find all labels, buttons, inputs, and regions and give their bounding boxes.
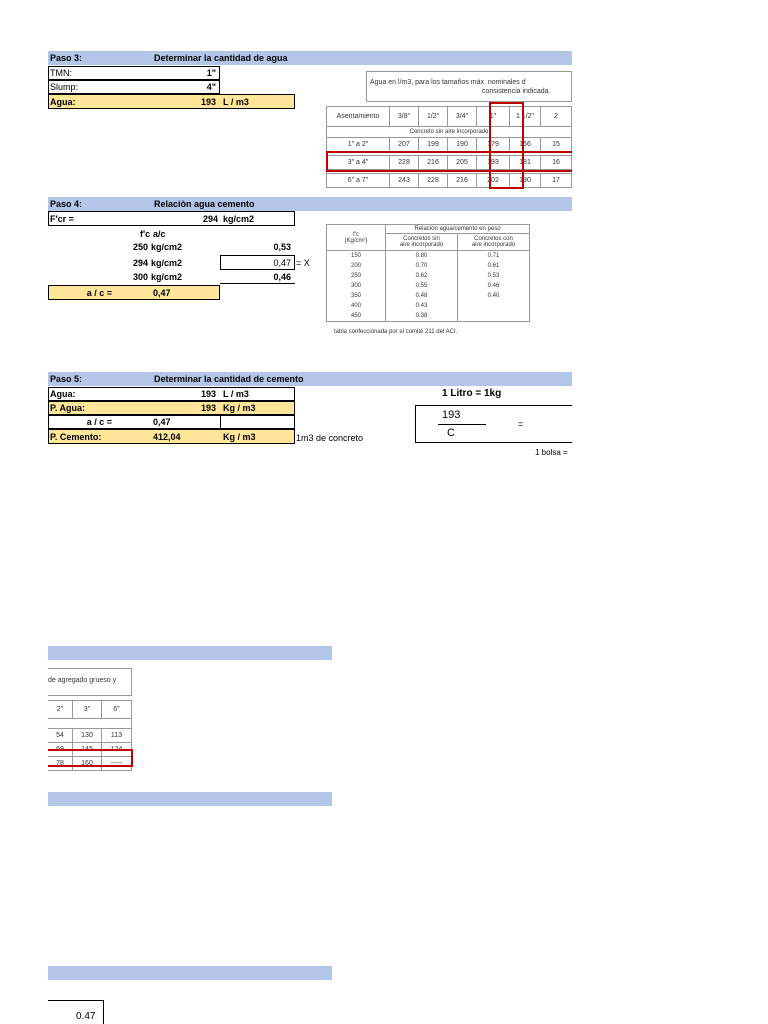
- paso3-slump-value: 4": [206, 82, 216, 92]
- paso4-row-ac: 0,47: [273, 258, 291, 268]
- highlight-row-lower: [48, 749, 133, 767]
- paso4-underline: [220, 283, 295, 284]
- table-cell: 205: [448, 156, 477, 170]
- table-header: 3/4": [448, 107, 477, 127]
- table-cell: 150: [350, 253, 361, 259]
- table-cell: 15: [541, 138, 572, 152]
- table-header-line: aire incorporado: [399, 242, 444, 248]
- paso5-frac-den: C: [447, 427, 455, 439]
- paso5-pagua-label: P. Agua:: [50, 403, 86, 413]
- paso4-fcr-value: 294: [202, 214, 218, 224]
- table-cell: 0.48: [415, 293, 428, 299]
- table-cell: 3" a 4": [327, 156, 390, 170]
- paso4-subtitle: Relaciòn agua cemento: [154, 199, 255, 209]
- table-header: [458, 234, 530, 251]
- paso5-agua-row[interactable]: [48, 387, 295, 401]
- paso4-row-ac: 0,53: [273, 242, 291, 252]
- paso5-frac-num: 193: [442, 409, 461, 421]
- paso3-slump-label: Slump:: [50, 82, 79, 92]
- table-cell: 0.55: [415, 283, 428, 289]
- table-cell: 69: [48, 743, 73, 757]
- table-cell: 0.61: [487, 263, 500, 269]
- table-cell: -----: [102, 757, 132, 771]
- table-cell: 166: [510, 138, 541, 152]
- paso3-header: [48, 51, 572, 65]
- lower-header-3: [48, 966, 332, 980]
- paso3-table-caption2: consistencia indicada.: [482, 88, 551, 95]
- paso4-col-fc: f'c: [140, 229, 151, 239]
- table-cell: 54: [48, 729, 73, 743]
- table-header: 1/2": [419, 107, 448, 127]
- paso3-subtitle: Determinar la cantidad de agua: [154, 53, 288, 63]
- paso3-agua-value: 193: [200, 97, 216, 107]
- table-cell: 228: [390, 156, 419, 170]
- table-header: 6": [102, 701, 132, 719]
- table-header-line: (Kg/cm²): [344, 237, 368, 244]
- table-cell: 130: [73, 729, 102, 743]
- table-cell: 207: [390, 138, 419, 152]
- paso5-pagua-row[interactable]: [48, 401, 295, 415]
- paso5-eq: =: [518, 419, 524, 429]
- paso4-fcr-unit: kg/cm2: [223, 214, 255, 224]
- table-cell: 181: [510, 156, 541, 170]
- table-header-line: aire incorporado: [471, 242, 516, 248]
- table-header: 3/8": [390, 107, 419, 127]
- table-cell: 0.38: [415, 313, 428, 319]
- paso4-row-fc: 250: [132, 242, 148, 252]
- paso4-x-label: = X: [296, 258, 310, 268]
- paso3-agua-row[interactable]: [48, 94, 295, 109]
- table-header: 1 1/2": [510, 107, 541, 127]
- table-cell: 193: [477, 156, 510, 170]
- paso5-agua-value: 193: [200, 389, 216, 399]
- paso5-agua-label: Agua:: [50, 389, 76, 399]
- table-cell: 250: [350, 273, 361, 279]
- table-header: 3": [73, 701, 102, 719]
- paso3-tmn-value: 1": [206, 68, 216, 78]
- paso4-fcr-row[interactable]: [48, 211, 295, 226]
- table-cell: 6" a 7": [327, 174, 390, 188]
- table-spacer: [48, 719, 132, 729]
- table-cell: 199: [419, 138, 448, 152]
- paso5-ac-label: a / c =: [86, 417, 112, 427]
- paso4-table-footnote: tabla confeccionada por el comité 211 del ACI.: [334, 329, 458, 335]
- table-cell: 216: [419, 156, 448, 170]
- table-cell: 113: [102, 729, 132, 743]
- table-cell: 200: [350, 263, 361, 269]
- table-cell: 160: [73, 757, 102, 771]
- table-cell: 16: [541, 156, 572, 170]
- paso5-pcem-unit: Kg / m3: [223, 432, 256, 442]
- paso5-litro-label: 1 Litro = 1kg: [442, 388, 502, 399]
- table-cell: 179: [477, 138, 510, 152]
- paso5-pagua-value: 193: [200, 403, 216, 413]
- table-header-line: f'c: [353, 231, 359, 238]
- paso3-reference-table: [326, 106, 572, 188]
- paso4-col-ac: a/c: [153, 229, 166, 239]
- paso4-fcr-label: F'cr =: [50, 214, 74, 224]
- table-header: [386, 234, 458, 251]
- table-column: [327, 251, 386, 322]
- highlight-column-1in: [489, 102, 524, 189]
- paso4-row-unit: kg/cm2: [151, 258, 183, 268]
- paso5-title: Paso 5:: [50, 374, 83, 384]
- table-cell: 450: [350, 313, 361, 319]
- table-cell: 228: [419, 174, 448, 188]
- table-cell: 350: [350, 293, 361, 299]
- lower-table-caption: de agregado grueso y: [48, 677, 117, 684]
- paso4-row-fc: 294: [132, 258, 148, 268]
- paso4-title: Paso 4:: [50, 199, 83, 209]
- table-cell: 202: [477, 174, 510, 188]
- table-header-line: Concretos sin: [403, 236, 440, 242]
- paso4-row-fc: 300: [132, 272, 148, 282]
- table-header: [327, 225, 386, 251]
- table-cell: 0.40: [487, 293, 500, 299]
- table-column: [458, 251, 530, 322]
- paso5-bolsa: 1 bolsa =: [535, 448, 568, 457]
- paso5-note: 1m3 de concreto: [296, 433, 364, 443]
- table-cell: 190: [510, 174, 541, 188]
- paso5-ac-divider: [220, 415, 221, 429]
- table-cell: 78: [48, 757, 73, 771]
- table-cell: 17: [541, 174, 572, 188]
- table-header: Asentamiento: [327, 107, 390, 127]
- paso4-header: [48, 197, 572, 211]
- paso4-row-ac: 0,46: [273, 272, 291, 282]
- lower-header-2: [48, 792, 332, 806]
- paso4-ac-value: 0,47: [153, 288, 171, 298]
- table-header: 2": [48, 701, 73, 719]
- paso5-pagua-unit: Kg / m3: [223, 403, 256, 413]
- paso4-reference-table: [326, 224, 530, 322]
- table-cell: 216: [448, 174, 477, 188]
- lower-header-1: [48, 646, 332, 660]
- table-header: 2: [541, 107, 572, 127]
- table-cell: 0.53: [487, 273, 500, 279]
- paso5-pcem-label: P. Cemento:: [50, 432, 102, 442]
- table-cell: 190: [448, 138, 477, 152]
- table-cell: 0.62: [415, 273, 428, 279]
- highlight-row-3-4in: [326, 151, 572, 172]
- lower-bottom-value: 0.47: [76, 1011, 96, 1022]
- table-header: Relación agua/cemento en peso: [386, 225, 530, 234]
- table-cell: 0.46: [487, 283, 500, 289]
- table-cell: 0.70: [415, 263, 428, 269]
- table-column: [386, 251, 458, 322]
- table-subheader: Concreto sin aire incorporado: [327, 127, 572, 138]
- paso5-pcem-value: 412,04: [153, 432, 181, 442]
- paso5-fraction-bar: [438, 424, 486, 425]
- paso4-row-unit: kg/cm2: [151, 242, 183, 252]
- table-cell: 0.80: [415, 253, 428, 259]
- paso5-subtitle: Determinar la cantidad de cemento: [154, 374, 304, 384]
- paso3-tmn-label: TMN:: [50, 68, 72, 78]
- table-cell: 300: [350, 283, 361, 289]
- paso5-ac-value: 0,47: [153, 417, 171, 427]
- table-header-line: Concretos con: [474, 236, 513, 242]
- table-cell: 124: [102, 743, 132, 757]
- paso5-agua-unit: L / m3: [223, 389, 249, 399]
- paso5-header: [48, 372, 572, 386]
- paso3-agua-unit: L / m3: [223, 97, 249, 107]
- paso3-table-caption: Agua en l/m3, para los tamaños máx. nominales d: [370, 79, 526, 86]
- table-cell: 145: [73, 743, 102, 757]
- table-cell: 0.71: [487, 253, 500, 259]
- table-cell: 400: [350, 303, 361, 309]
- table-cell: 1" a 2": [327, 138, 390, 152]
- table-cell: 243: [390, 174, 419, 188]
- table-cell: 0.43: [415, 303, 428, 309]
- paso4-ac-label: a / c =: [86, 288, 112, 298]
- paso3-title: Paso 3:: [50, 53, 83, 63]
- table-header: 1": [477, 107, 510, 127]
- paso3-agua-label: Agua:: [50, 97, 76, 107]
- paso4-row-unit: kg/cm2: [151, 272, 183, 282]
